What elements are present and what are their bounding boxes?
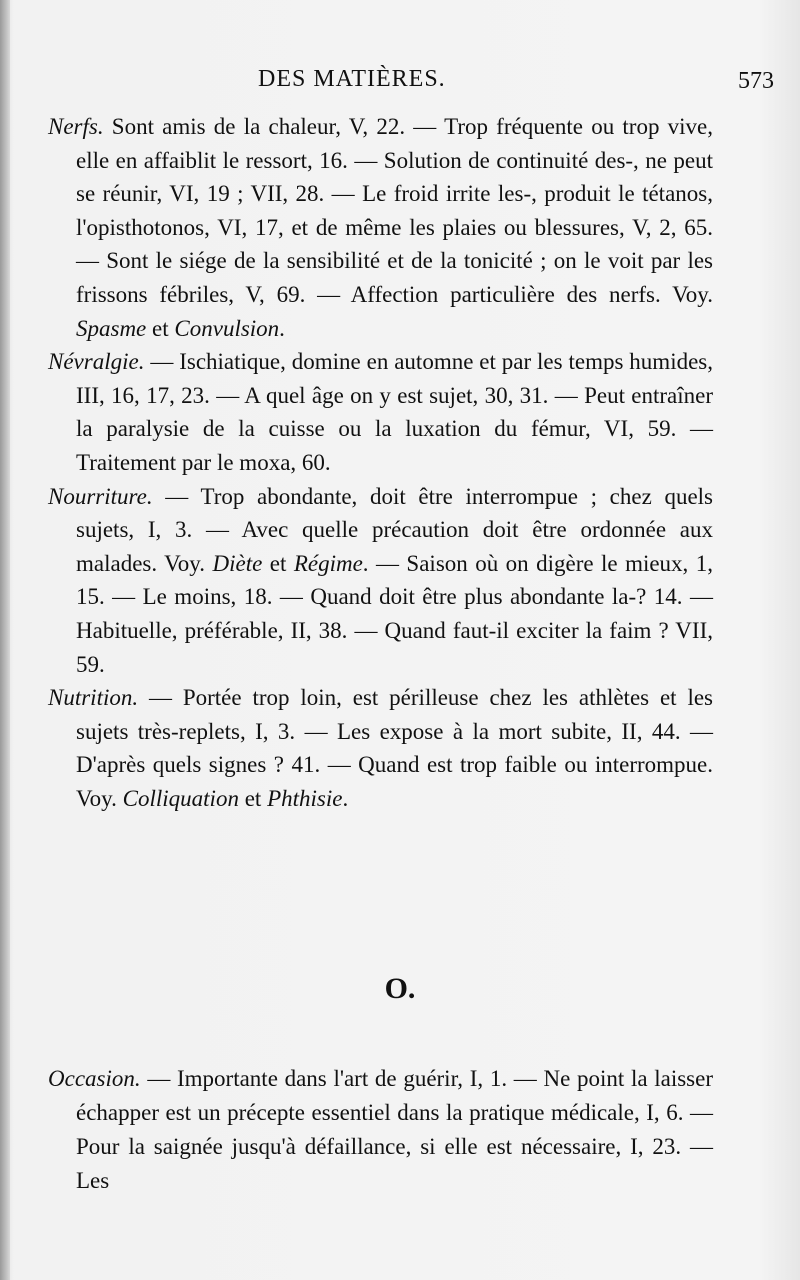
entry-text-mid: et [238,785,268,811]
index-entry-nerfs [48,110,713,345]
entry-text: — Ischiatique, domine en automne et par les temps humides, III, 16, 17, 23. — A quel âge on y est sujet, 30, 31. — Peut entraîner la paralysie de la cuisse ou la luxation du fémur, VI, 59. — Traitement par le moxa, 60. [76,349,713,475]
index-entry-occasion [48,1062,713,1198]
entry-text-mid: et [146,315,175,341]
index-entries-o [48,1062,713,1198]
entry-headword: Névralgie. [48,349,145,375]
entry-crossref: Convulsion [174,315,280,341]
header-title: DES MATIÈRES. [258,66,446,92]
entry-crossref: Diète [212,550,263,576]
entry-crossref: Régime [293,550,363,576]
index-entry-nevralgie [48,345,713,479]
index-entry-nourriture [48,480,713,682]
entry-crossref: Colliquation [122,785,239,811]
entry-text-end: . [342,785,349,811]
running-header [0,66,800,106]
page-number: 573 [738,68,774,94]
entry-text-mid: et [262,550,294,576]
entry-crossref: Spasme [76,315,147,341]
entry-text: — Importante dans l'art de guérir, I, 1. — Ne point la laisser échapper est un précepte essentiel dans la pratique médicale, I, 6. — Pour la saignée jusqu'à défaillance, si elle est nécessaire, I, 23. — Les [76,1066,713,1193]
section-letter: O. [384,972,416,1005]
entry-headword: Nourriture. [48,483,153,509]
entry-headword: Nutrition. [48,685,139,711]
index-entry-nutrition [48,681,713,815]
entry-headword: Nerfs. [48,114,104,139]
entry-text: — Portée trop loin, est périlleuse chez les athlètes et les sujets très-replets, I, 3. — Les expose à la mort subite, II, 44. — D'après quels signes ? 41. — Quand est trop faible ou interrompue. Voy. [76,685,713,811]
index-entries [48,110,713,815]
page-edge-shadow [0,0,10,1280]
entry-text: Sont amis de la chaleur, V, 22. — Trop fréquente ou trop vive, elle en affaiblit le ressort, 16. — Solution de continuité des-, ne peut se réunir, VI, 19 ; VII, 28. — Le froid irrite les-, produit le tétanos, l'opisthotonos, VI, 17, et de même les plaies ou blessures, V, 2, 65. — Sont le siége de la sensibilité et de la tonicité ; on le voit par les frissons fébriles, V, 69. — Affection particulière des nerfs. Voy. [76,114,713,307]
entry-text-end: . — Saison où on digère le mieux, 1, 15. — Le moins, 18. — Quand doit être plus abondante la-? 14. — Habituelle, préférable, II, 38. — Quand faut-il exciter la faim ? VII, 59. [76,550,713,677]
entry-text-end: . [279,315,285,341]
entry-headword: Occasion. [48,1066,141,1091]
entry-text: — Trop abondante, doit être interrompue ; chez quels sujets, I, 3. — Avec quelle précaution doit être ordonnée aux malades. Voy. [76,483,713,576]
entry-crossref: Phthisie [267,785,343,811]
